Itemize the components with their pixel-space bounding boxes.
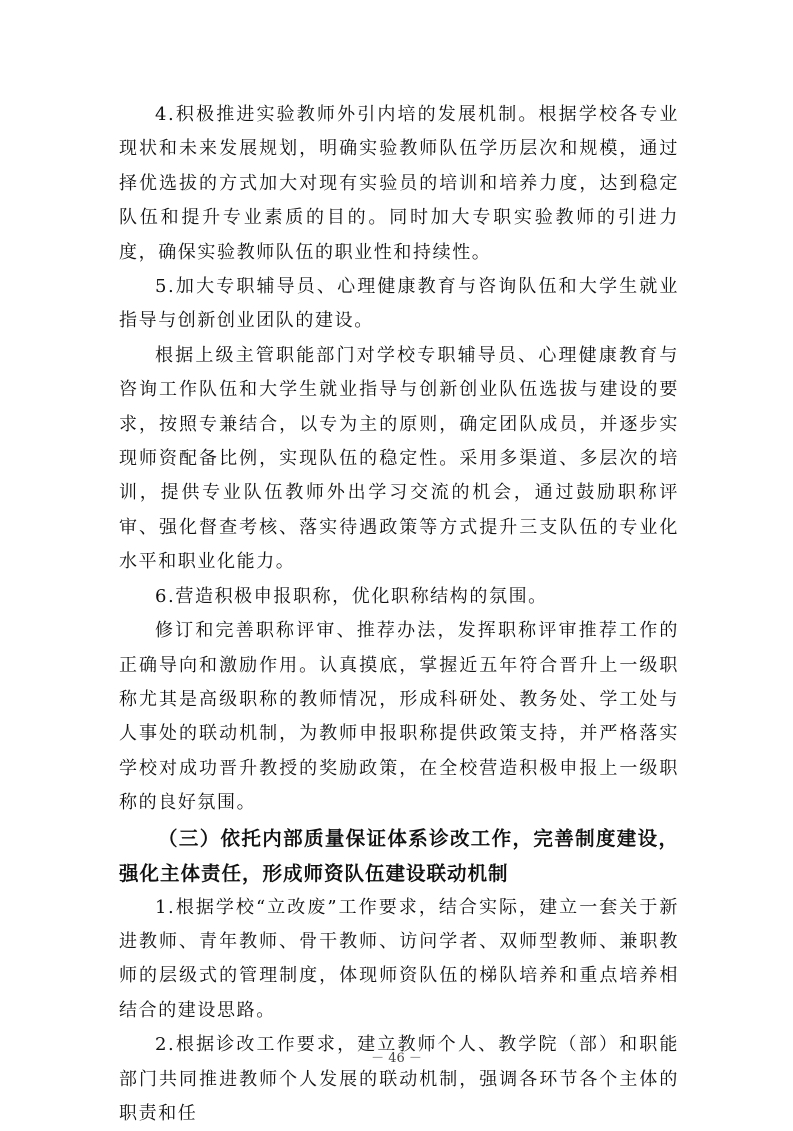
paragraph-linkage-mechanism: 2.根据诊改工作要求，建立教师个人、教学院（部）和职能部门共同推进教师个人发展的联动机制，强调各环节各个主体的职责和任 (119, 1034, 679, 1124)
page-number: － 46 － (371, 1051, 422, 1066)
paragraph-lab-teacher-development: 4.积极推进实验教师外引内培的发展机制。根据学校各专业现状和未来发展规划，明确实验教师队伍学历层次和规模，通过择优选拔的方式加大对现有实验员的培训和培养力度，达到稳定队伍和提升专业素质的目的。同时加大专职实验教师的引进力度，确保实验教师队伍的职业性和持续性。 (119, 104, 679, 263)
paragraph-title-application-body: 修订和完善职称评审、推荐办法，发挥职称评审推荐工作的正确导向和激励作用。认真摸底，掌握近五年符合晋升上一级职称尤其是高级职称的教师情况，形成科研处、教务处、学工处与人事处的联动机制，为教师申报职称提供政策支持，并严格落实学校对成功晋升教授的奖励政策，在全校营造积极申报上一级职称的良好氛围。 (119, 620, 679, 814)
paragraph-counselor-team-title: 5.加大专职辅导员、心理健康教育与咨询队伍和大学生就业指导与创新创业团队的建设。 (119, 276, 679, 332)
paragraph-title-application-title: 6.营造积极申报职称，优化职称结构的氛围。 (155, 585, 548, 607)
section-heading: （三）依托内部质量保证体系诊改工作，完善制度建设，强化主体责任，形成师资队伍建设联动机制 (119, 826, 679, 885)
paragraph-management-system: 1.根据学校“立改废”工作要求，结合实际，建立一套关于新进教师、青年教师、骨干教师、访问学者、双师型教师、兼职教师的层级式的管理制度，体现师资队伍的梯队培养和重点培养相结合的建设思路。 (119, 896, 679, 1021)
paragraph-counselor-team-body: 根据上级主管职能部门对学校专职辅导员、心理健康教育与咨询工作队伍和大学生就业指导与创新创业队伍选拔与建设的要求，按照专兼结合，以专为主的原则，确定团队成员，并逐步实现师资配备比例，实现队伍的稳定性。采用多渠道、多层次的培训，提供专业队伍教师外出学习交流的机会，通过鼓励职称评审、强化督查考核、落实待遇政策等方式提升三支队伍的专业化水平和职业化能力。 (119, 344, 679, 573)
page-content (119, 98, 679, 1131)
